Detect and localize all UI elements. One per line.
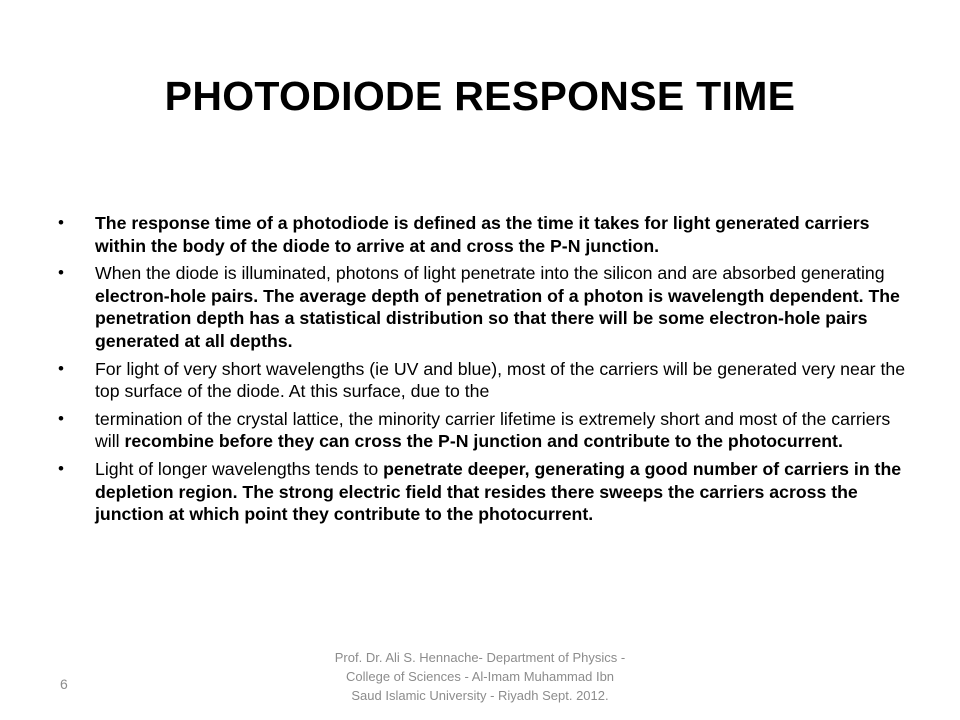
bullet-item: [58, 262, 908, 352]
bullet-text-bold: electron-hole pairs. The average depth of penetration of a photon is wavelength dependent. The penetration depth has a statistical distribution so that there will be some electron-hole pairs generated at all depths.: [95, 285, 900, 351]
bullet-text-bold: The response time of a photodiode is defined as the time it takes for light generated carriers within the body of the diode to arrive at and cross the P-N junction.: [95, 213, 870, 256]
bullet-item: [58, 408, 908, 453]
bullet-item: [58, 458, 908, 526]
bullet-icon: •: [58, 408, 64, 428]
bullet-list: [58, 212, 908, 531]
slide-number: 6: [60, 676, 68, 692]
bullet-text-bold: recombine before they can cross the P-N junction and contribute to the photocurrent.: [124, 431, 843, 452]
bullet-icon: •: [58, 458, 64, 478]
slide-footer: Prof. Dr. Ali S. Hennache- Department of Physics - College of Sciences - Al-Imam Muhammad Ibn Saud Islamic University - Riyadh Sept. 2012.: [334, 650, 626, 703]
bullet-text: When the diode is illuminated, photons of light penetrate into the silicon and are absorbed generating: [95, 263, 885, 284]
bullet-item: [58, 212, 908, 257]
bullet-text-bold: penetrate deeper, generating a good number of carriers in the depletion region. The strong electric field that resides there sweeps the carriers across the junction at which point they contribute to the photocurrent.: [95, 458, 902, 525]
bullet-text: Light of longer wavelengths tends to: [95, 458, 384, 479]
bullet-icon: •: [58, 358, 64, 378]
bullet-text: For light of very short wavelengths (ie UV and blue), most of the carriers will be generated very near the top surface of the diode. At this surface, due to the: [95, 358, 906, 402]
bullet-icon: •: [58, 213, 64, 232]
bullet-item: [58, 358, 908, 403]
bullet-icon: •: [58, 263, 64, 283]
slide-title: PHOTODIODE RESPONSE TIME: [164, 73, 796, 119]
bullet-text: termination of the crystal lattice, the minority carrier lifetime is extremely short and most of the carriers will: [95, 408, 891, 452]
